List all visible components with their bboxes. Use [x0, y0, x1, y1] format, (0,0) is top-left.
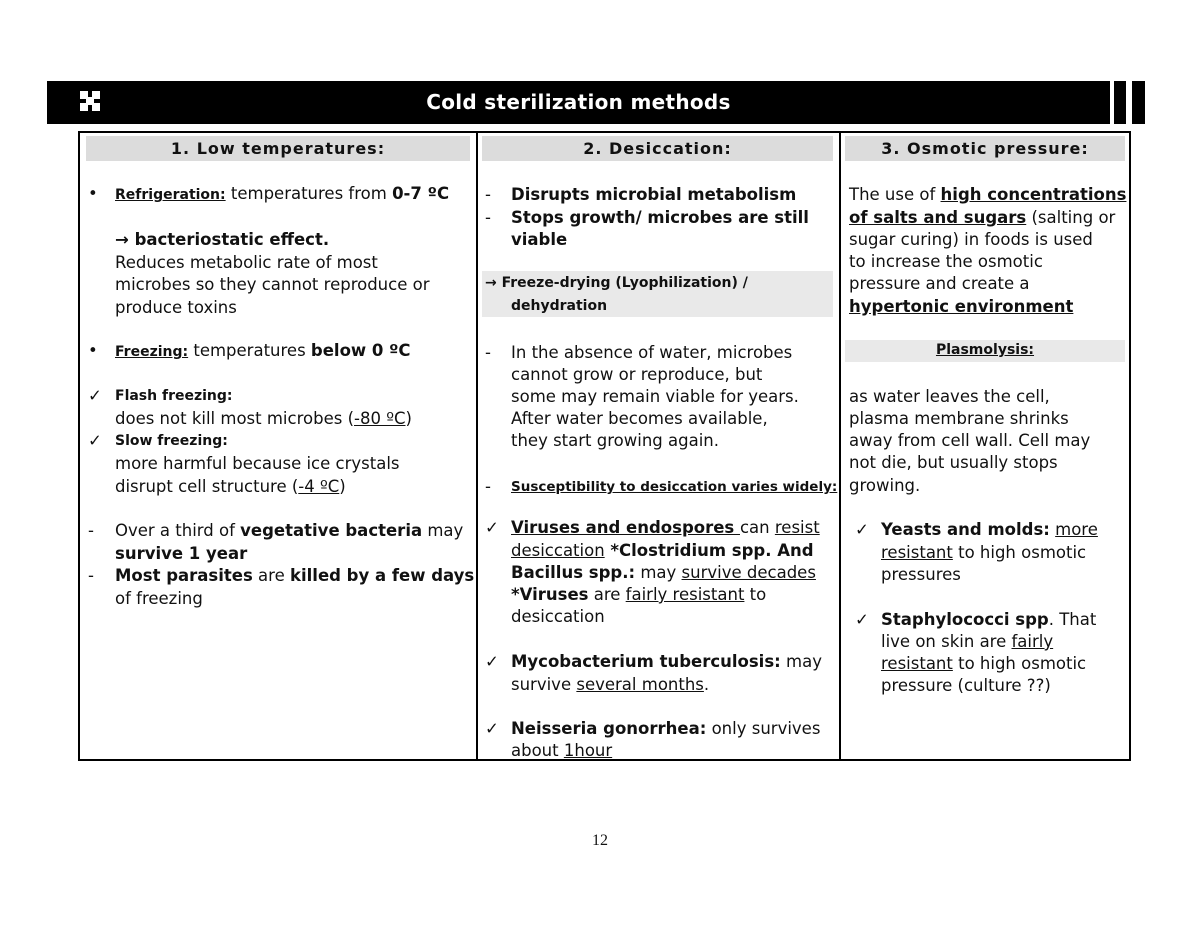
text-line: not die, but usually stops: [849, 453, 1058, 472]
text-line: desiccation *Clostridium spp. And: [511, 541, 814, 560]
text-line: Viruses and endospores can resist: [511, 518, 820, 537]
column-desiccation: [478, 133, 839, 759]
text-line: about 1hour: [511, 741, 613, 760]
freezing-line: Freezing: temperatures below 0 ºC: [115, 341, 411, 360]
checkmark-icon: ✓: [88, 431, 102, 450]
text-line: cannot grow or reproduce, but: [511, 365, 763, 384]
refrigeration-line: Refrigeration: temperatures from 0-7 ºC: [115, 184, 450, 203]
text-line: Yeasts and molds: more: [881, 520, 1098, 539]
text-line: Disrupts microbial metabolism: [511, 185, 797, 204]
text-line: as water leaves the cell,: [849, 387, 1050, 406]
text-line: live on skin are fairly: [881, 632, 1054, 651]
checkmark-icon: ✓: [855, 520, 869, 539]
freeze-drying-line: → Freeze-drying (Lyophilization) /: [485, 275, 748, 291]
text-line: Mycobacterium tuberculosis: may: [511, 652, 822, 671]
column-header: 1. Low temperatures:: [86, 136, 470, 161]
text-line: to increase the osmotic: [849, 252, 1043, 271]
text-line: pressure (culture ??): [881, 676, 1051, 695]
text-line: pressures: [881, 565, 961, 584]
text-line: away from cell wall. Cell may: [849, 431, 1091, 450]
dash-icon: -: [88, 566, 94, 585]
dash-icon: -: [88, 521, 94, 540]
dash-icon: -: [485, 477, 491, 496]
section-title-bar: [47, 81, 1110, 124]
page-number: 12: [592, 832, 608, 849]
text-line: After water becomes available,: [511, 409, 768, 428]
column-low-temperatures: [80, 133, 476, 759]
text-line: resistant to high osmotic: [881, 543, 1087, 562]
text-line: they start growing again.: [511, 431, 719, 450]
susceptibility-heading: Susceptibility to desiccation varies widely:: [511, 479, 838, 495]
checkmark-icon: ✓: [485, 719, 499, 738]
text-line: of freezing: [115, 589, 203, 608]
text-line: In the absence of water, microbes: [511, 343, 793, 362]
flash-freezing-text: does not kill most microbes (-80 ºC): [115, 409, 412, 428]
text-line: Neisseria gonorrhea: only survives: [511, 719, 821, 738]
column-header: 3. Osmotic pressure:: [845, 136, 1125, 161]
bacteriostatic-line: → bacteriostatic effect.: [115, 230, 330, 249]
text-line: The use of high concentrations: [849, 185, 1127, 204]
decorative-bar: [1132, 81, 1145, 124]
text-line: Reduces metabolic rate of most: [115, 253, 378, 272]
text-line: Bacillus spp.: may survive decades: [511, 563, 816, 582]
slow-freezing-label: Slow freezing:: [115, 433, 228, 449]
section-title: Cold sterilization methods: [426, 90, 731, 114]
dash-icon: -: [485, 208, 491, 227]
checkmark-icon: ✓: [485, 652, 499, 671]
text-line: *Viruses are fairly resistant to: [511, 585, 767, 604]
text-line: Over a third of vegetative bacteria may: [115, 521, 464, 540]
flash-freezing-label: Flash freezing:: [115, 388, 233, 404]
text-line: desiccation: [511, 607, 605, 626]
checkmark-icon: ✓: [88, 386, 102, 405]
text-line: produce toxins: [115, 298, 237, 317]
column-header: 2. Desiccation:: [482, 136, 833, 161]
text-line: survive 1 year: [115, 544, 248, 563]
text-line: of salts and sugars (salting or: [849, 208, 1116, 227]
text-line: Most parasites are killed by a few days: [115, 566, 475, 585]
text-line: some may remain viable for years.: [511, 387, 799, 406]
methods-table: [78, 131, 1131, 761]
text-line: dehydration: [511, 298, 608, 314]
text-line: hypertonic environment: [849, 297, 1074, 316]
dash-icon: -: [485, 185, 491, 204]
bullet-icon: •: [88, 184, 98, 203]
plasmolysis-heading: Plasmolysis:: [935, 342, 1035, 358]
column-osmotic-pressure: [841, 133, 1131, 759]
dash-icon: -: [485, 343, 491, 362]
decorative-bar: [1114, 81, 1126, 124]
text-line: resistant to high osmotic: [881, 654, 1087, 673]
text-line: viable: [511, 230, 568, 249]
text-line: growing.: [849, 476, 921, 495]
text-line: Stops growth/ microbes are still: [511, 208, 809, 227]
text-line: sugar curing) in foods is used: [849, 230, 1093, 249]
bullet-icon: •: [88, 341, 98, 360]
checkmark-icon: ✓: [485, 518, 499, 537]
text-line: pressure and create a: [849, 274, 1030, 293]
text-line: microbes so they cannot reproduce or: [115, 275, 430, 294]
text-line: Staphylococci spp. That: [881, 610, 1097, 629]
checkmark-icon: ✓: [855, 610, 869, 629]
text-line: more harmful because ice crystals: [115, 454, 400, 473]
text-line: plasma membrane shrinks: [849, 409, 1069, 428]
text-line: survive several months.: [511, 675, 710, 694]
slow-freezing-text: disrupt cell structure (-4 ºC): [115, 477, 346, 496]
